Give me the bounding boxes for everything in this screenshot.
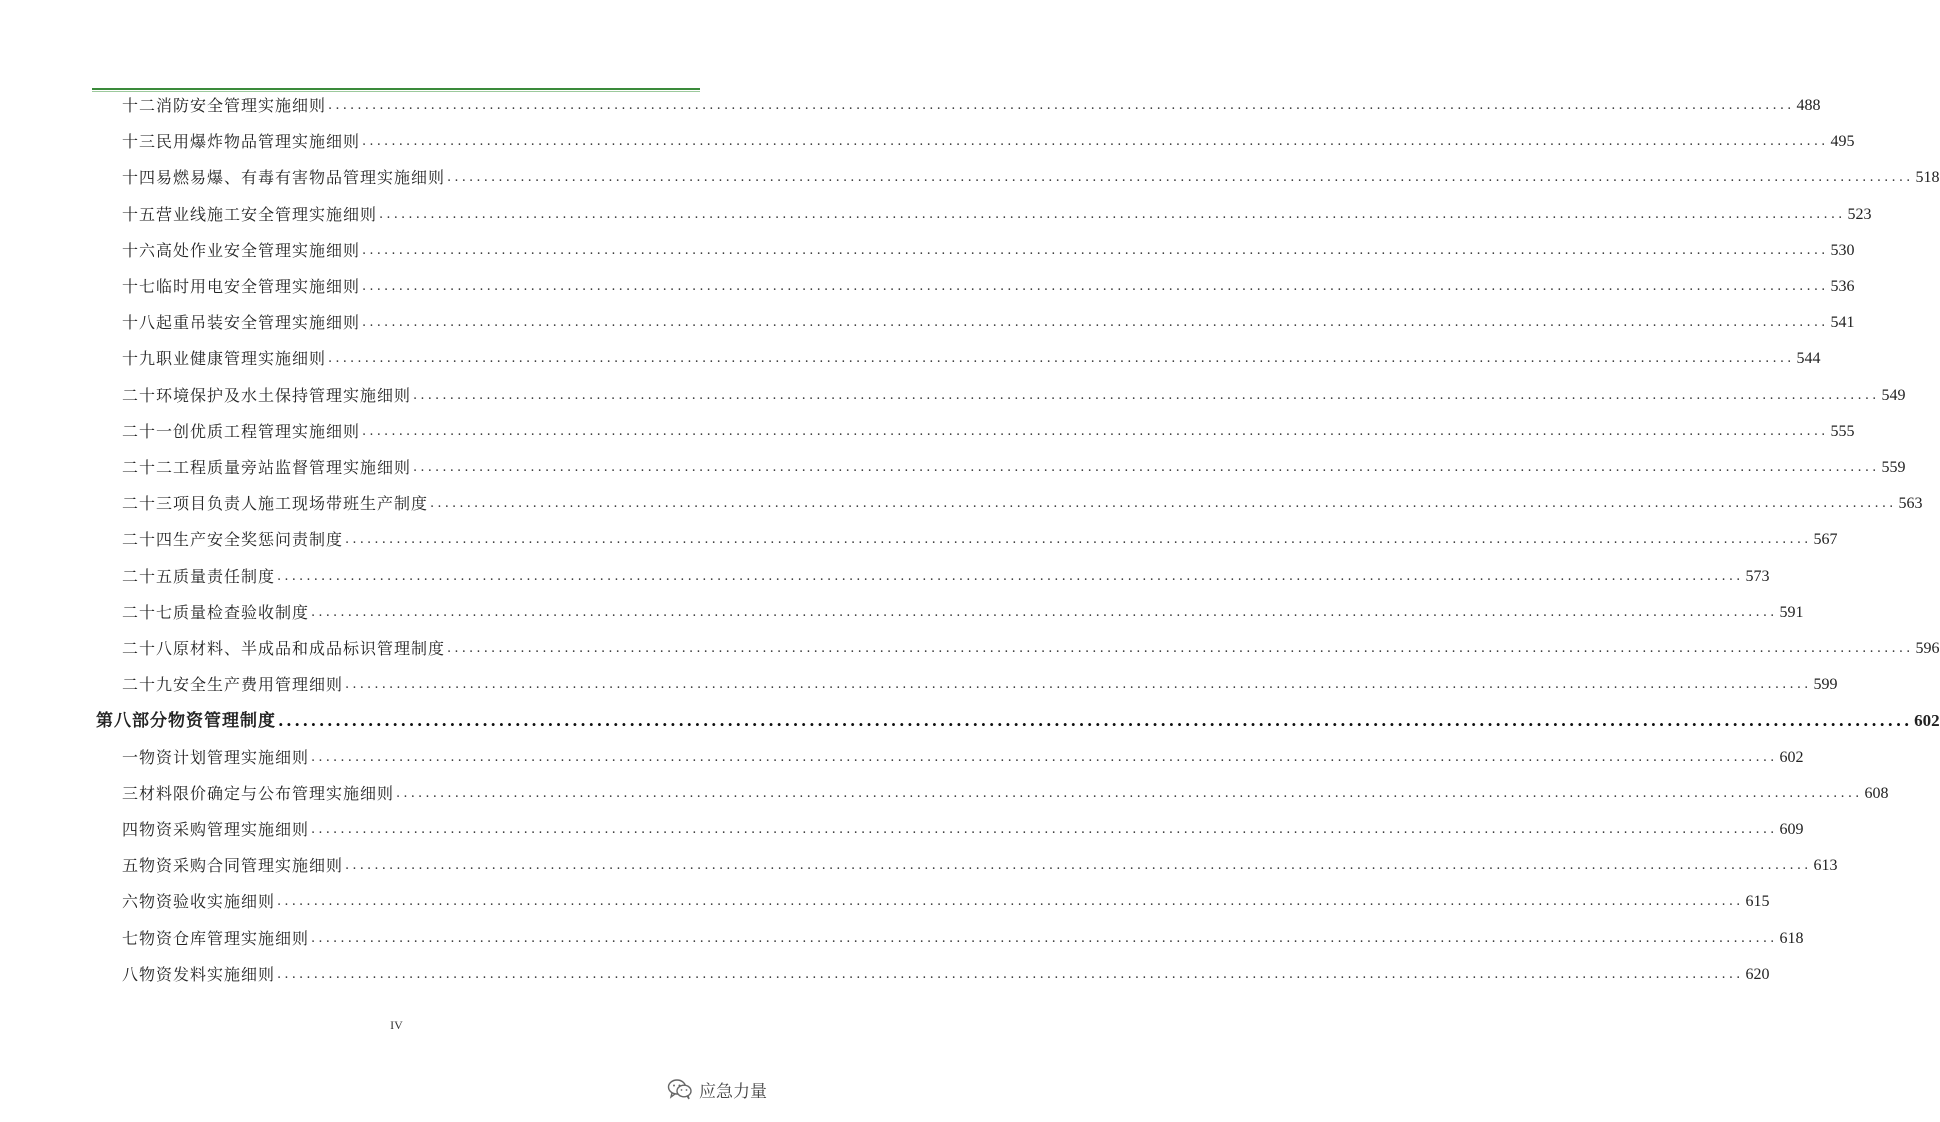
watermark-text: 应急力量	[699, 1081, 767, 1102]
toc-entry-page: 541	[1830, 314, 1855, 332]
toc-entry-page: 530	[1830, 241, 1855, 259]
toc-entry-page: 563	[1898, 495, 1923, 513]
toc-entry-title: 职业健康管理实施细则	[156, 349, 327, 369]
toc-entry-page: 599	[1813, 676, 1838, 694]
toc-entry[interactable]	[122, 160, 1940, 196]
dot-leader: ........................................................................................................................................................................................................	[277, 894, 1744, 910]
toc-entry-title: 生产安全奖惩问责制度	[173, 530, 344, 550]
toc-entry-number: 十五	[122, 204, 157, 224]
dot-leader: ........................................................................................................................................................................................................	[362, 423, 1829, 439]
toc-entry-title: 环境保护及水土保持管理实施细则	[156, 385, 412, 405]
toc-entry-number: 二十三	[122, 494, 174, 514]
toc-entry-title: 消防安全管理实施细则	[156, 96, 327, 115]
dot-leader: ........................................................................................................................................................................................................	[396, 785, 1863, 801]
toc-entry-title: 物资计划管理实施细则	[139, 747, 310, 767]
toc-entry-title: 物资仓库管理实施细则	[139, 928, 310, 948]
toc-entry-title: 项目负责人施工现场带班生产制度	[173, 494, 429, 514]
toc-entry-page: 555	[1830, 422, 1855, 440]
toc-part-heading[interactable]	[96, 703, 1940, 739]
toc-entry[interactable]	[122, 450, 1906, 486]
dot-leader: ........................................................................................................................................................................................................	[345, 858, 1812, 874]
toc-entry-number: 十九	[122, 349, 157, 369]
dot-leader: ........................................................................................................................................................................................................	[362, 315, 1829, 331]
toc-entry-number: 三	[122, 783, 140, 803]
dot-leader: ........................................................................................................................................................................................................	[413, 460, 1880, 475]
toc-entry-number: 二十五	[122, 566, 174, 586]
toc-entry[interactable]	[122, 233, 1855, 269]
toc-entry-page: 602	[1779, 748, 1804, 766]
toc-entry[interactable]	[122, 921, 1804, 957]
toc-entry[interactable]	[122, 884, 1770, 920]
toc-entry[interactable]	[122, 631, 1940, 667]
toc-entry-number: 四	[122, 820, 140, 839]
toc-entry-title: 工程质量旁站监督管理实施细则	[173, 458, 412, 477]
toc-entry-title: 材料限价确定与公布管理实施细则	[139, 783, 395, 803]
toc-entry[interactable]	[122, 957, 1770, 993]
toc-entry[interactable]	[122, 522, 1838, 558]
dot-leader: ........................................................................................................................................................................................................	[345, 677, 1812, 693]
toc-entry-number: 八	[122, 964, 140, 984]
toc-entry-title: 物资验收实施细则	[139, 892, 276, 912]
toc-entry-number: 十六	[122, 240, 157, 260]
toc-entry[interactable]	[122, 595, 1804, 631]
dot-leader: ........................................................................................................................................................................................................	[379, 206, 1846, 222]
toc-entry-page: 615	[1745, 893, 1770, 911]
toc-entry-title: 高处作业安全管理实施细则	[156, 240, 361, 260]
toc-entry-page: 518	[1915, 169, 1940, 187]
toc-entry-title: 营业线施工安全管理实施细则	[156, 204, 378, 224]
toc-entry-page: 596	[1915, 640, 1940, 657]
toc-entry-title: 物资采购管理实施细则	[139, 820, 310, 839]
toc-entry-number: 十四	[122, 168, 157, 188]
toc-entry-page: 488	[1796, 97, 1821, 114]
toc-entry[interactable]	[122, 269, 1855, 305]
toc-entry[interactable]	[122, 812, 1804, 848]
toc-entry-page: 495	[1830, 133, 1855, 151]
dot-leader: ........................................................................................................................................................................................................	[278, 711, 1913, 731]
toc-entry-number: 二十七	[122, 602, 174, 622]
toc-entry-title: 安全生产费用管理细则	[173, 675, 344, 695]
toc-entry[interactable]	[122, 305, 1855, 341]
dot-leader: ........................................................................................................................................................................................................	[328, 98, 1795, 113]
toc-entry-page: 608	[1864, 784, 1889, 802]
toc-entry-number: 十七	[122, 277, 157, 296]
toc-entry-page: 544	[1796, 350, 1821, 368]
toc-entry-number: 第八部分	[96, 711, 168, 732]
page-number: IV	[390, 1018, 403, 1032]
wechat-icon	[667, 1078, 693, 1100]
dot-leader: ........................................................................................................................................................................................................	[311, 822, 1778, 837]
toc-entry[interactable]	[122, 197, 1872, 233]
toc-entry-page: 620	[1745, 965, 1770, 983]
toc-entry-number: 二十八	[122, 639, 174, 658]
toc-entry-title: 物资采购合同管理实施细则	[139, 856, 344, 876]
dot-leader: ........................................................................................................................................................................................................	[362, 279, 1829, 294]
toc-entry-page: 602	[1914, 711, 1940, 731]
dot-leader: ........................................................................................................................................................................................................	[345, 532, 1812, 548]
toc-entry[interactable]	[122, 341, 1821, 377]
toc-entry-number: 二十二	[122, 458, 174, 477]
toc-entry[interactable]	[122, 486, 1923, 522]
toc-entry[interactable]	[122, 559, 1770, 595]
toc-entry-number: 二十九	[122, 675, 174, 695]
dot-leader: ........................................................................................................................................................................................................	[413, 387, 1880, 403]
toc-entry-number: 二十一	[122, 421, 174, 441]
toc-entry[interactable]	[122, 776, 1889, 812]
toc-entry-title: 物资管理制度	[168, 711, 276, 732]
toc-entry[interactable]	[122, 667, 1838, 703]
toc-entry-title: 创优质工程管理实施细则	[173, 421, 361, 441]
toc-entry-title: 易燃易爆、有毒有害物品管理实施细则	[156, 168, 446, 188]
toc-entry-page: 559	[1881, 459, 1906, 476]
toc-entry-number: 二十四	[122, 530, 174, 550]
toc-entry-page: 567	[1813, 531, 1838, 549]
toc-entry-number: 六	[122, 892, 140, 912]
toc-entry-number: 一	[122, 747, 140, 767]
toc-entry-page: 618	[1779, 929, 1804, 947]
dot-leader: ........................................................................................................................................................................................................	[311, 749, 1778, 765]
toc-entry-page: 573	[1745, 567, 1770, 585]
toc-entry-number: 五	[122, 856, 140, 876]
toc-entry-page: 613	[1813, 857, 1838, 875]
toc-entry-page: 591	[1779, 603, 1804, 621]
dot-leader: ........................................................................................................................................................................................................	[362, 134, 1829, 150]
toc-entry-number: 二十	[122, 385, 157, 405]
toc-entry-number: 十三	[122, 132, 157, 152]
toc-entry-number: 十二	[122, 96, 157, 115]
dot-leader: ........................................................................................................................................................................................................	[311, 930, 1778, 946]
dot-leader: ........................................................................................................................................................................................................	[328, 351, 1795, 367]
dot-leader: ........................................................................................................................................................................................................	[277, 966, 1744, 982]
toc-entry-title: 临时用电安全管理实施细则	[156, 277, 361, 296]
toc-entry-number: 十八	[122, 313, 157, 333]
toc-entry-page: 549	[1881, 386, 1906, 404]
toc-entry[interactable]	[122, 378, 1906, 414]
dot-leader: ........................................................................................................................................................................................................	[447, 170, 1914, 186]
toc-entry[interactable]	[122, 848, 1838, 884]
toc-entry[interactable]	[122, 740, 1804, 776]
toc-entry[interactable]	[122, 88, 1821, 124]
toc-entry-title: 质量责任制度	[173, 566, 276, 586]
dot-leader: ........................................................................................................................................................................................................	[277, 568, 1744, 584]
dot-leader: ........................................................................................................................................................................................................	[311, 604, 1778, 620]
dot-leader: ........................................................................................................................................................................................................	[447, 641, 1914, 656]
toc-entry-title: 原材料、半成品和成品标识管理制度	[173, 639, 446, 658]
toc-entry-title: 起重吊装安全管理实施细则	[156, 313, 361, 333]
toc-entry[interactable]	[122, 414, 1855, 450]
toc-entry-title: 民用爆炸物品管理实施细则	[156, 132, 361, 152]
toc-entry-number: 七	[122, 928, 140, 948]
watermark	[667, 1074, 767, 1104]
toc-entry-page: 523	[1847, 205, 1872, 223]
toc-entry-page: 536	[1830, 278, 1855, 295]
toc-entry-page: 609	[1779, 821, 1804, 838]
toc-entry[interactable]	[122, 124, 1855, 160]
toc-entry-title: 物资发料实施细则	[139, 964, 276, 984]
toc-entry-title: 质量检查验收制度	[173, 602, 310, 622]
dot-leader: ........................................................................................................................................................................................................	[362, 242, 1829, 258]
dot-leader: ........................................................................................................................................................................................................	[430, 496, 1897, 512]
